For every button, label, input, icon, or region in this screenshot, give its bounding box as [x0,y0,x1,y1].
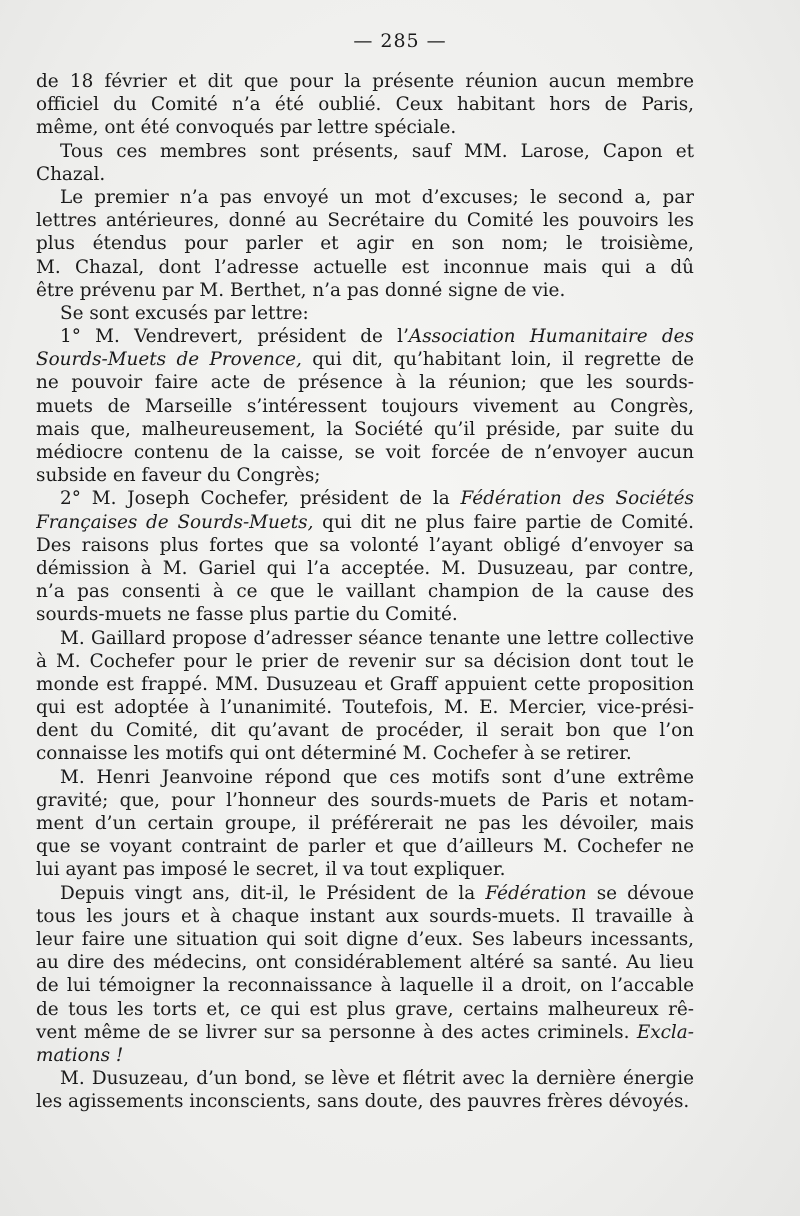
text-line: mais que, malheureusement, la Société qu’il préside, par suite du [36,418,694,440]
text-line: de 18 février et dit que pour la présente réunion aucun membre [36,71,694,92]
text-line: M. Dusuzeau, d’un bond, se lève et flétrit avec la dernière énergie [60,1068,694,1090]
text-line: ne pouvoir faire acte de présence à la réunion; que les sourds- [36,372,694,394]
text-line: gravité; que, pour l’honneur des sourds-muets de Paris et notam- [36,789,694,811]
text-line: vent même de se livrer sur sa personne à des actes criminels. Excla- [36,1021,694,1043]
text-line: 1° M. Vendrevert, président de l’Association Humanitaire des [60,326,694,348]
text-line: Depuis vingt ans, dit-il, le Président de la Fédération se dévoue [60,882,694,904]
text-line: Le premier n’a pas envoyé un mot d’excuses; le second a, par [60,186,694,208]
text-line: médiocre contenu de la caisse, se voit forcée de n’envoyer aucun [36,442,694,463]
text-line: Tous ces membres sont présents, sauf MM. Larose, Capon et [60,140,694,162]
text-line: Des raisons plus fortes que sa volonté l’ayant obligé d’envoyer sa [36,534,694,556]
text-line: les agissements inconscients, sans doute, des pauvres frères dévoyés. [36,1091,690,1113]
text-line: qui est adoptée à l’unanimité. Toutefois, M. E. Mercier, vice-prési- [36,697,694,719]
text-line: officiel du Comité n’a été oublié. Ceux habitant hors de Paris, [36,94,694,116]
text-line: même, ont été convoqués par lettre spéciale. [36,117,457,139]
text-line: Se sont excusés par lettre: [60,302,309,324]
text-line: démission à M. Gariel qui l’a acceptée. M. Dusuzeau, par contre, [36,557,694,579]
text-line: à M. Cochefer pour le prier de revenir sur sa décision dont tout le [36,650,694,672]
text-line: Sourds-Muets de Provence, qui dit, qu’habitant loin, il regrette de [36,349,694,371]
body-text [36,70,694,1113]
text-line: mations ! [36,1044,124,1066]
text-line: que se voyant contraint de parler et que d’ailleurs M. Cochefer ne [36,836,694,858]
text-line: tous les jours et à chaque instant aux sourds-muets. Il travaille à [36,905,694,927]
text-line: de tous les torts et, ce qui est plus grave, certains malheureux rê- [36,998,694,1020]
text-line: Chazal. [36,163,106,185]
text-line: subside en faveur du Congrès; [36,465,321,487]
text-line: connaisse les motifs qui ont déterminé M. Cochefer à se retirer. [36,743,632,765]
text-line: plus étendus pour parler et agir en son nom; le troisième, [36,233,694,255]
text-line: 2° M. Joseph Cochefer, président de la Fédération des Sociétés [60,488,694,510]
text-line: monde est frappé. MM. Dusuzeau et Graff appuient cette proposition [36,673,694,695]
text-line: être prévenu par M. Berthet, n’a pas donné signe de vie. [36,279,566,301]
text-line: ment d’un certain groupe, il préférerait ne pas les dévoiler, mais [36,813,694,834]
text-line: n’a pas consenti à ce que le vaillant champion de la cause des [36,581,694,603]
text-line: sourds-muets ne fasse plus partie du Comité. [36,604,458,626]
text-line: dent du Comité, dit qu’avant de procéder, il serait bon que l’on [36,720,694,742]
text-line: au dire des médecins, ont considérablement altéré sa santé. Au lieu [36,952,694,974]
text-line: muets de Marseille s’intéressent toujours vivement au Congrès, [36,395,694,417]
text-line: Françaises de Sourds-Muets, qui dit ne plus faire partie de Comité. [36,511,694,533]
text-line: leur faire une situation qui soit digne d’eux. Ses labeurs incessants, [36,928,694,950]
text-line: M. Henri Jeanvoine répond que ces motifs sont d’une extrême [60,766,694,788]
text-line: lui ayant pas imposé le secret, il va tout expliquer. [36,859,506,881]
text-line: lettres antérieures, donné au Secrétaire du Comité les pouvoirs les [36,210,694,232]
text-line: M. Gaillard propose d’adresser séance tenante une lettre collective [60,627,694,649]
page-number: — 285 — [353,30,447,52]
text-line: M. Chazal, dont l’adresse actuelle est inconnue mais qui a dû [36,256,694,278]
text-line: de lui témoigner la reconnaissance à laquelle il a droit, on l’accable [36,975,694,997]
